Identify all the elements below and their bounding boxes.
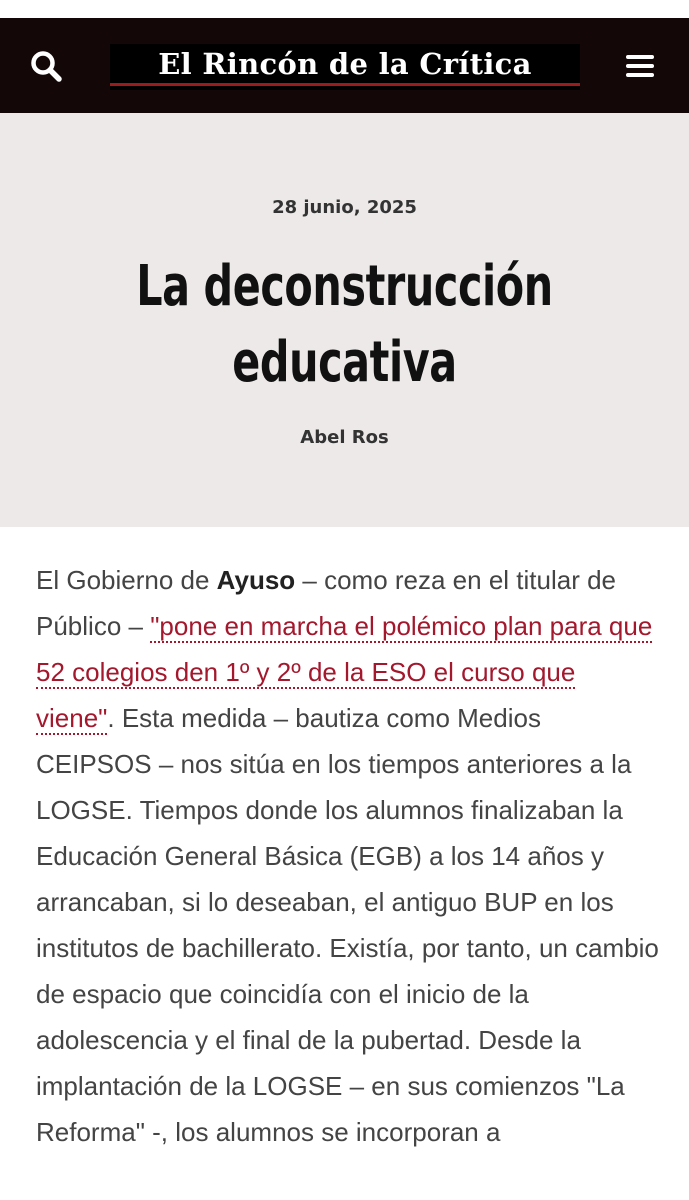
search-icon [29, 49, 63, 83]
site-header [0, 18, 689, 113]
search-button[interactable] [26, 46, 66, 86]
post-author[interactable]: Abel Ros [300, 427, 389, 448]
source-quote-link[interactable]: "pone en marcha el polémico plan para que 52 colegios den 1º y 2º de la ESO el curso que viene" [36, 611, 653, 733]
paragraph-text-start: El Gobierno de [36, 565, 217, 595]
post-date: 28 junio, 2025 [272, 197, 417, 218]
status-strip [0, 0, 689, 18]
logo-underline [110, 83, 580, 86]
paragraph-text-end: . Esta medida – bautiza como Medios CEIPSOS – nos sitúa en los tiempos anteriores a la LOGSE. Tiempos donde los alumnos finalizaban la Educación General Básica (EGB) a los 14 años y arrancaban, si lo deseaban, el antiguo BUP en los institutos de bachillerato. Existía, por tanto, un cambio de espacio que coincidía con el inicio de la adolescencia y el final de la pubertad. Desde la implantación de la LOGSE – en sus comienzos "La Reforma" -, los alumnos se incorporan a [36, 703, 659, 1147]
post-title-line-2: educativa [232, 330, 457, 395]
bold-name: Ayuso [216, 565, 296, 595]
paragraph-text-mid: – como reza en el titular de Público – [36, 565, 617, 641]
post-title [62, 249, 627, 401]
site-logo[interactable] [110, 44, 580, 90]
article-paragraph [36, 557, 661, 1155]
menu-button[interactable] [620, 46, 660, 86]
post-hero [0, 113, 689, 527]
post-title-line-1: La deconstrucción [136, 254, 553, 319]
hamburger-menu-icon [624, 52, 656, 80]
site-title: El Rincón de la Crítica [158, 46, 532, 81]
article-body [36, 557, 661, 1155]
